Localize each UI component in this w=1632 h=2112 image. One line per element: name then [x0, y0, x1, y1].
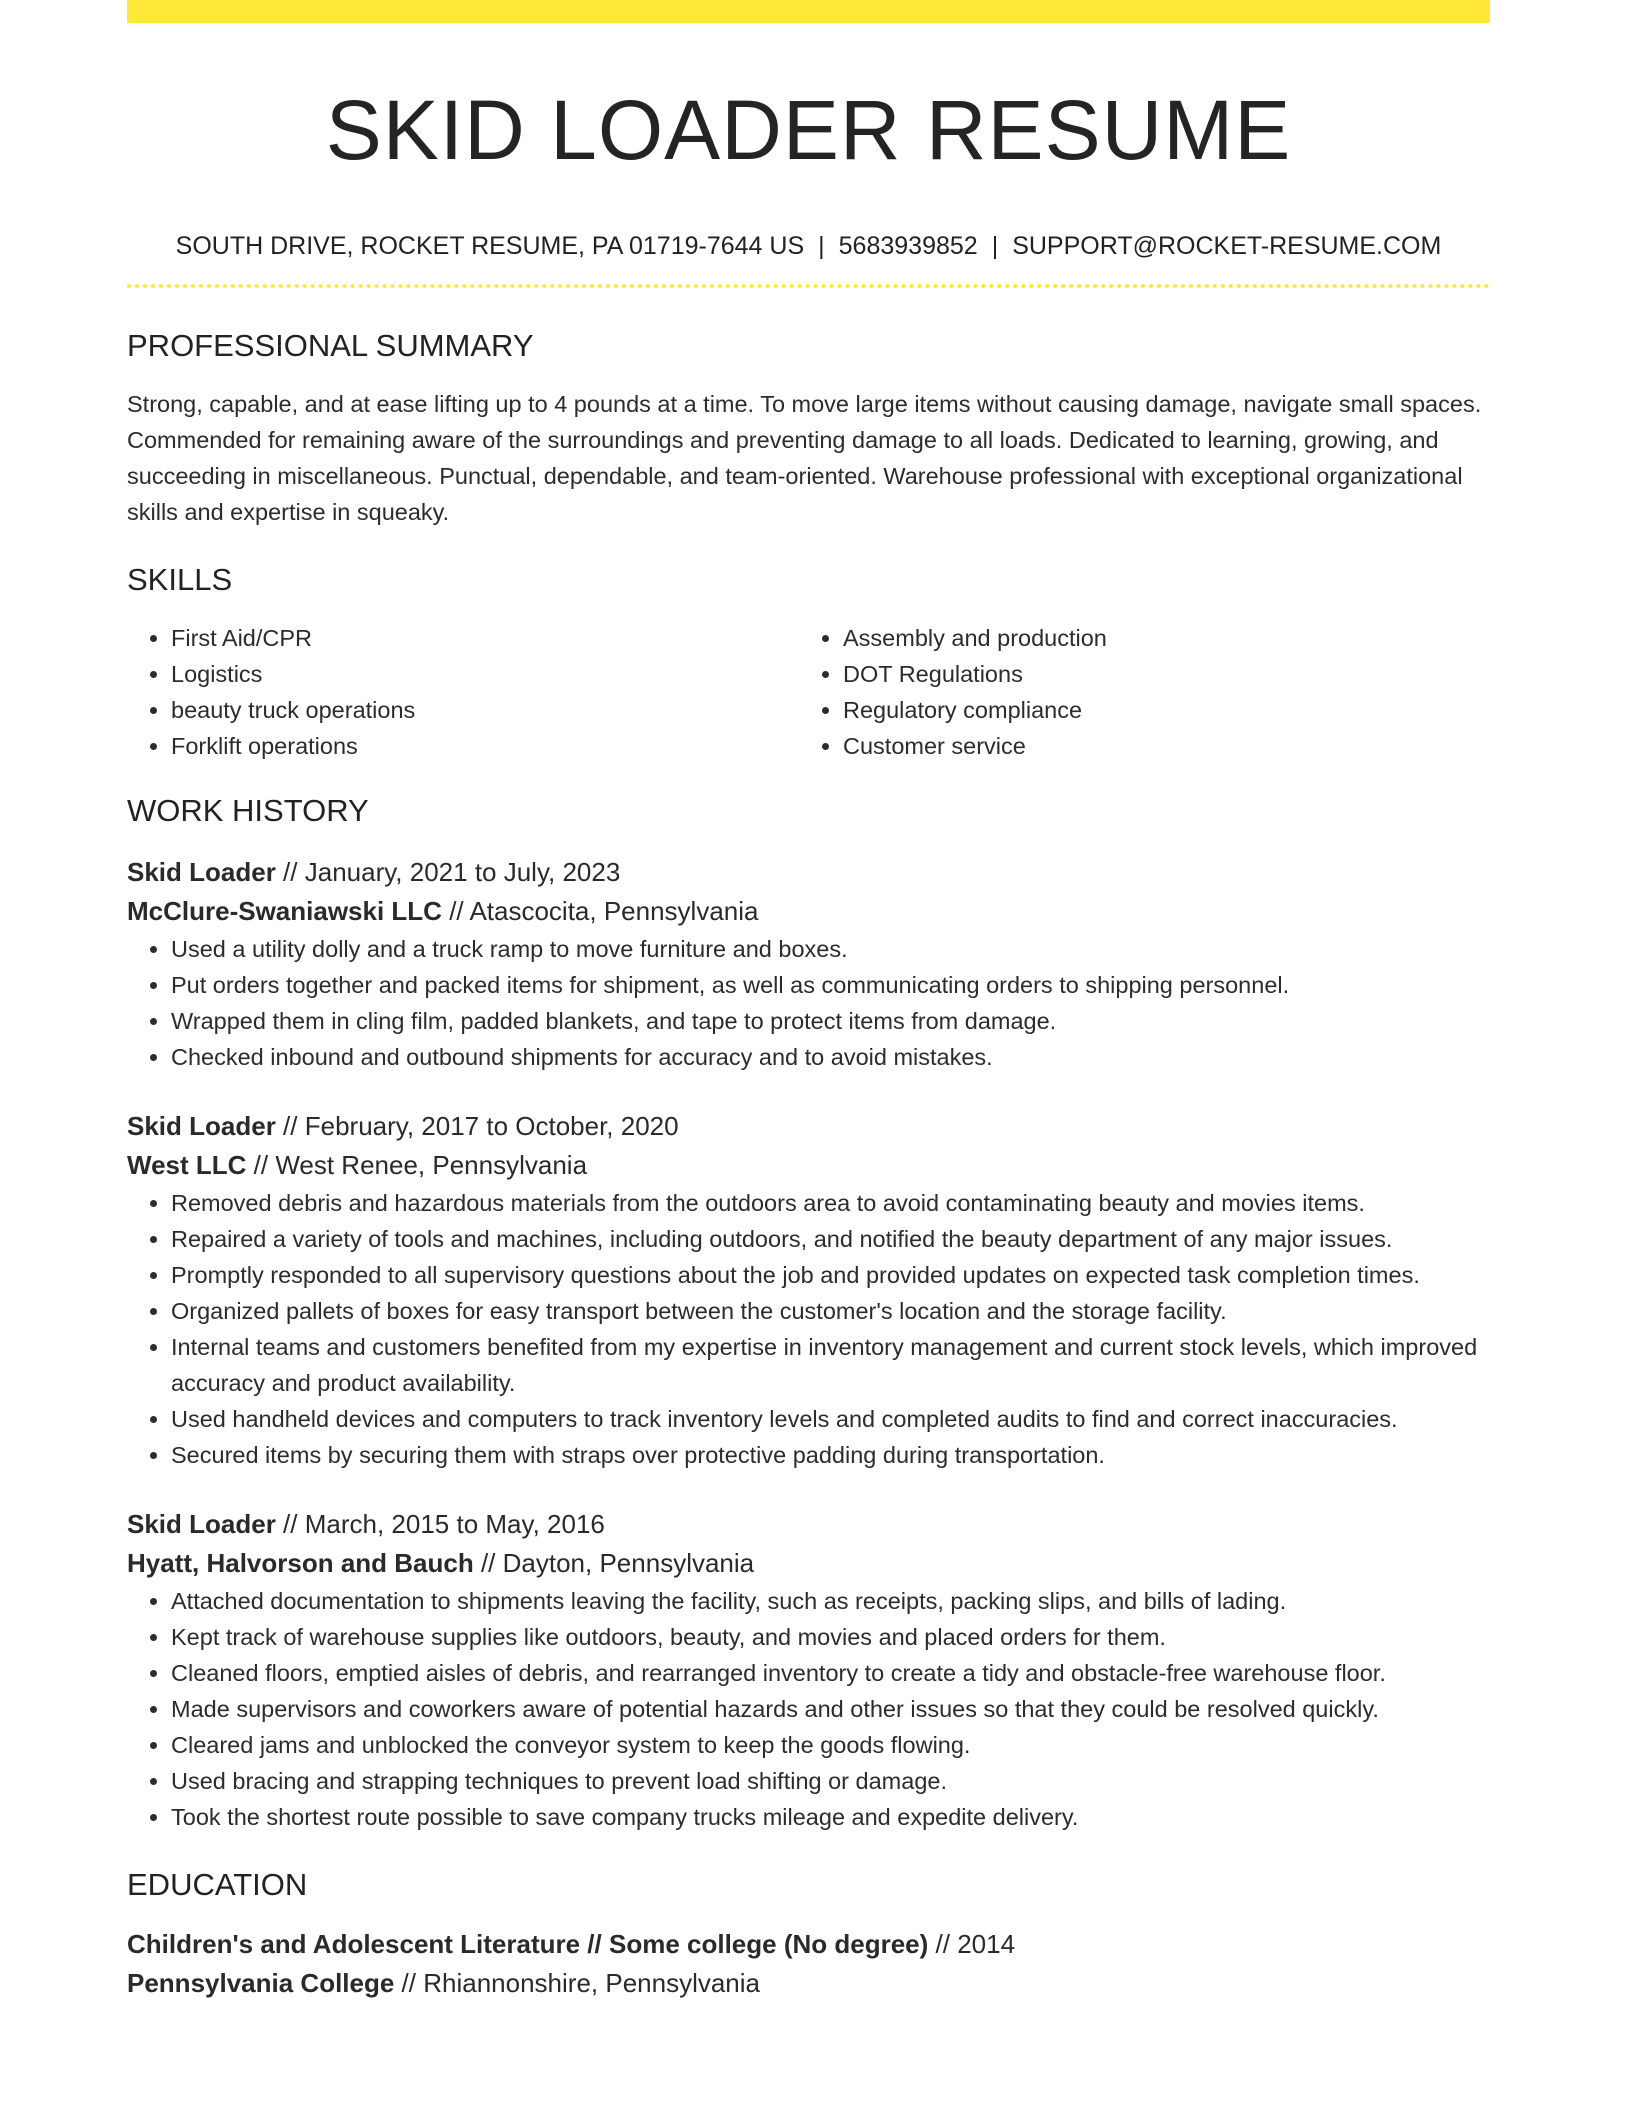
job-bullet: • Cleared jams and unblocked the conveyor system to keep the goods flowing. [171, 1727, 1490, 1763]
education-separator: // [928, 1929, 958, 1959]
job-bullet: • Wrapped them in cling film, padded blankets, and tape to protect items from damage. [171, 1003, 1490, 1039]
skill-item: • DOT Regulations [843, 656, 1471, 692]
contact-email: SUPPORT@ROCKET-RESUME.COM [1012, 232, 1442, 260]
resume-title: SKID LOADER RESUME [325, 83, 1292, 177]
header-divider [127, 284, 1490, 288]
job-bullet: • Used handheld devices and computers to track inventory levels and completed audits to find and correct inaccuracies. [171, 1401, 1490, 1437]
job-bullet: • Attached documentation to shipments leaving the facility, such as receipts, packing slips, and bills of lading. [171, 1583, 1490, 1619]
job-title-line [127, 1107, 1490, 1146]
skill-item: • Forklift operations [171, 728, 799, 764]
job-bullet: • Took the shortest route possible to save company trucks mileage and expedite delivery. [171, 1799, 1490, 1835]
contact-phone: 5683939852 [838, 232, 978, 260]
skills-heading: SKILLS [127, 562, 233, 597]
job-dates: March, 2015 to May, 2016 [304, 1509, 605, 1539]
contact-separator: | [991, 232, 999, 260]
education-heading: EDUCATION [127, 1867, 308, 1902]
job-bullet: • Secured items by securing them with straps over protective padding during transportation. [171, 1437, 1490, 1473]
education-school-line [127, 1964, 1490, 2003]
job-bullet: • Organized pallets of boxes for easy transport between the customer's location and the storage facility. [171, 1293, 1490, 1329]
job-company-line [127, 1544, 1490, 1583]
job-company: West LLC [127, 1150, 247, 1180]
job-entry [127, 853, 1490, 1075]
job-bullet: • Repaired a variety of tools and machines, including outdoors, and notified the beauty department of any major issues. [171, 1221, 1490, 1257]
job-title: Skid Loader [127, 1509, 276, 1539]
job-separator: // [275, 1111, 305, 1141]
education-entry [127, 1925, 1490, 2003]
contact-separator: | [818, 232, 825, 260]
job-company-line [127, 892, 1490, 931]
job-title: Skid Loader [127, 1111, 276, 1141]
job-bullet: • Internal teams and customers benefited from my expertise in inventory management and current stock levels, which improved accuracy and product availability. [171, 1329, 1490, 1401]
job-bullet: • Put orders together and packed items for shipment, as well as communicating orders to shipping personnel. [171, 967, 1490, 1003]
skill-item: • Customer service [843, 728, 1471, 764]
job-separator: // [441, 896, 470, 926]
job-separator: // [246, 1150, 276, 1180]
education-degree: Children's and Adolescent Literature // Some college (No degree) [127, 1929, 929, 1959]
job-title-line [127, 853, 1490, 892]
skills-list [127, 620, 1490, 764]
job-dates: February, 2017 to October, 2020 [304, 1111, 679, 1141]
job-title: Skid Loader [127, 857, 276, 887]
skills-column-right [799, 620, 1471, 764]
job-dates: January, 2021 to July, 2023 [304, 857, 621, 887]
job-entry [127, 1505, 1490, 1835]
skill-item: • beauty truck operations [171, 692, 799, 728]
job-entry [127, 1107, 1490, 1473]
job-bullet: • Used bracing and strapping techniques to prevent load shifting or damage. [171, 1763, 1490, 1799]
skill-item: • Logistics [171, 656, 799, 692]
education-degree-line [127, 1925, 1490, 1964]
job-company-line [127, 1146, 1490, 1185]
job-location: Atascocita, Pennsylvania [469, 896, 759, 926]
skill-item: • First Aid/CPR [171, 620, 799, 656]
resume-content [127, 0, 1490, 2003]
job-bullet: • Cleaned floors, emptied aisles of debris, and rearranged inventory to create a tidy and obstacle-free warehouse floor. [171, 1655, 1490, 1691]
job-separator: // [275, 1509, 305, 1539]
job-bullet: • Checked inbound and outbound shipments for accuracy and to avoid mistakes. [171, 1039, 1490, 1075]
job-company: McClure-Swaniawski LLC [127, 896, 442, 926]
summary-heading: PROFESSIONAL SUMMARY [127, 328, 534, 363]
contact-address: SOUTH DRIVE, ROCKET RESUME, PA 01719-7644 US [175, 232, 805, 260]
job-separator: // [473, 1548, 503, 1578]
skill-item: • Regulatory compliance [843, 692, 1471, 728]
job-bullet: • Kept track of warehouse supplies like outdoors, beauty, and movies and placed orders for them. [171, 1619, 1490, 1655]
summary-text: Strong, capable, and at ease lifting up to 4 pounds at a time. To move large items without causing damage, navigate small spaces. Commended for remaining aware of the surroundings and preventing damage to all loads. Dedicated to learning, growing, and succeeding in miscellaneous. Punctual, dependable, and team-oriented. Warehouse professional with exceptional organizational skills and expertise in squeaky. [127, 391, 1482, 525]
education-year: 2014 [957, 1929, 1016, 1959]
job-bullets [127, 1583, 1490, 1835]
job-bullet: • Promptly responded to all supervisory questions about the job and provided updates on expected task completion times. [171, 1257, 1490, 1293]
job-separator: // [275, 857, 305, 887]
job-location: West Renee, Pennsylvania [275, 1150, 588, 1180]
job-bullet: • Made supervisors and coworkers aware of potential hazards and other issues so that they could be resolved quickly. [171, 1691, 1490, 1727]
job-bullet: • Removed debris and hazardous materials from the outdoors area to avoid contaminating beauty and movies items. [171, 1185, 1490, 1221]
work-history-heading: WORK HISTORY [127, 793, 369, 828]
job-title-line [127, 1505, 1490, 1544]
job-bullets [127, 1185, 1490, 1473]
job-location: Dayton, Pennsylvania [502, 1548, 755, 1578]
skills-column-left [127, 620, 799, 764]
education-location: Rhiannonshire, Pennsylvania [423, 1968, 761, 1998]
job-company: Hyatt, Halvorson and Bauch [127, 1548, 474, 1578]
skill-item: • Assembly and production [843, 620, 1471, 656]
education-separator: // [394, 1968, 424, 1998]
job-bullet: • Used a utility dolly and a truck ramp to move furniture and boxes. [171, 931, 1490, 967]
contact-line [127, 231, 1490, 261]
job-bullets [127, 931, 1490, 1075]
education-school: Pennsylvania College [127, 1968, 395, 1998]
